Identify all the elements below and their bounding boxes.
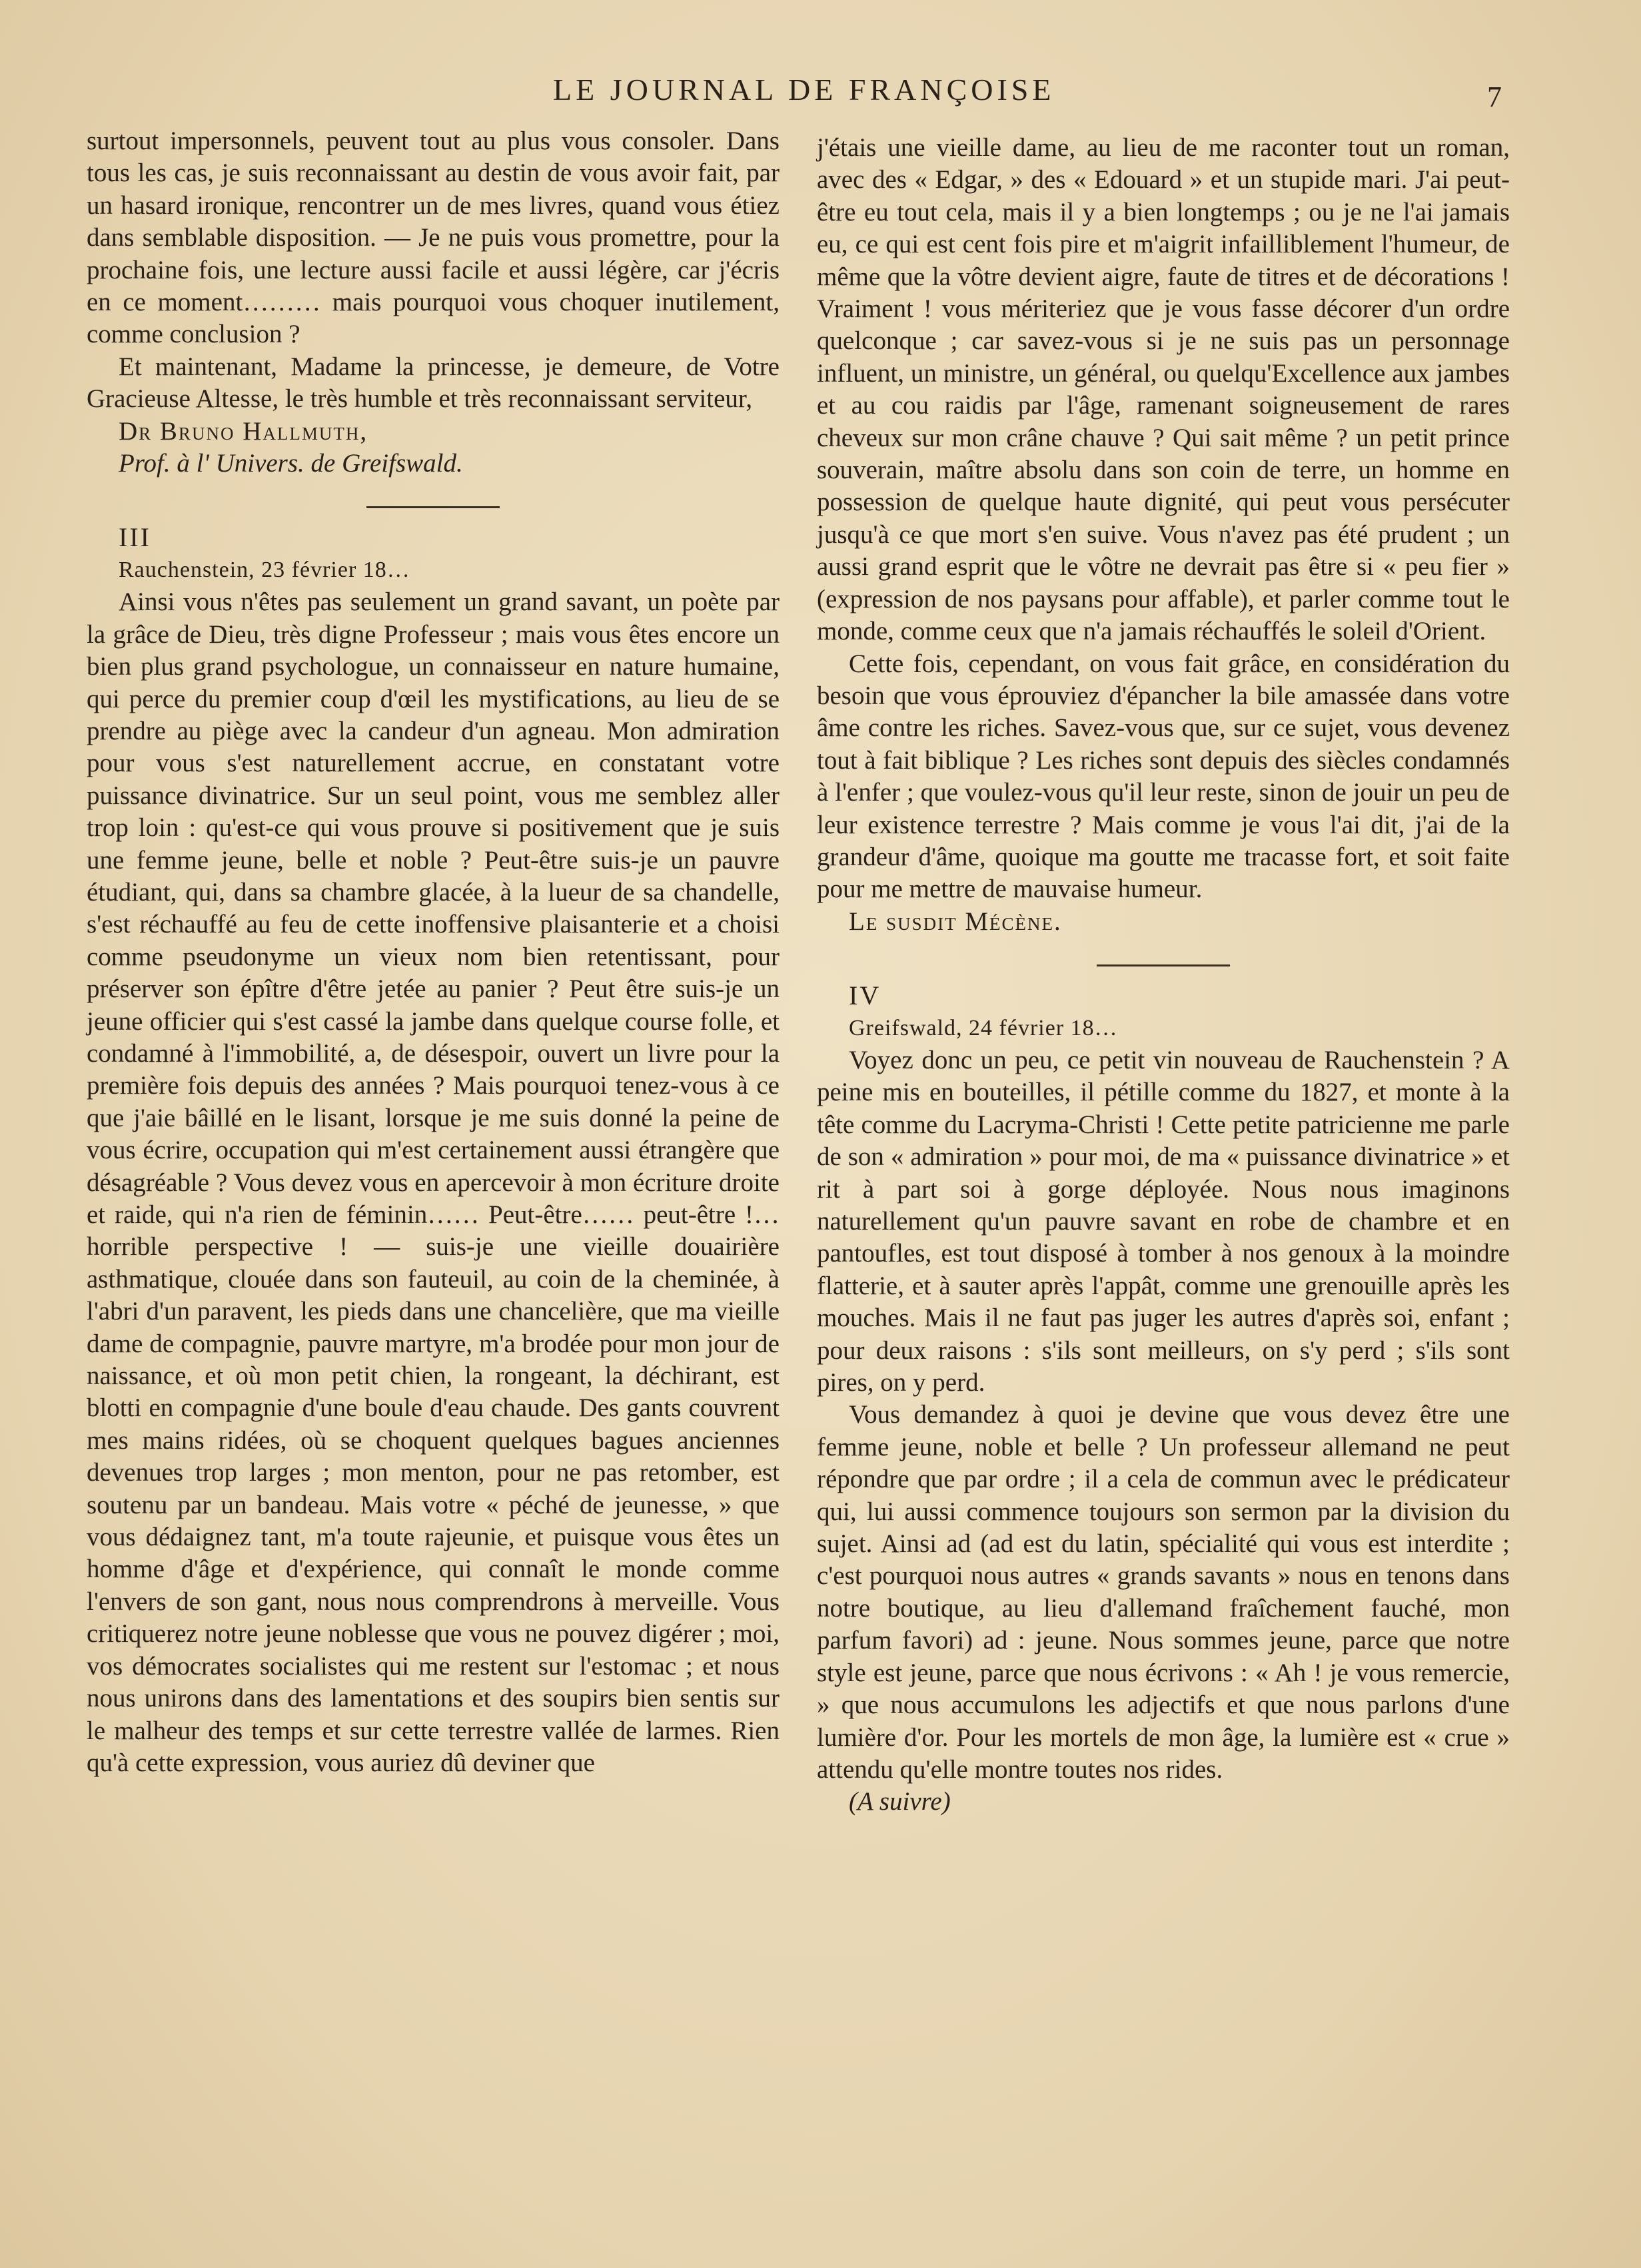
paragraph: surtout impersonnels, peuvent tout au plus vous consoler. Dans tous les cas, je suis reconnaissant au destin de vous avoir fait, par un hasard ironique, rencontrer un de mes livres, quand vous étiez dans semblable disposition. — Je ne puis vous promettre, pour la prochaine fois, une lecture aussi facile et aussi légère, car j'écris en ce moment……… mais pourquoi vous choquer inutilement, comme conclusion ? <box>87 127 780 349</box>
running-header: LE JOURNAL DE FRANÇOISE <box>553 73 1055 107</box>
paragraph: Ainsi vous n'êtes pas seulement un grand savant, un poète par la grâce de Dieu, très digne Professeur ; mais vous êtes encore un bien plus grand psychologue, un connaisseur en nature humaine, qui perce du premier coup d'œil les mystifications, au lieu de se prendre au piège avec la candeur d'un agneau. Mon admiration pour vous s'est naturellement accrue, en constatant votre puissance divinatrice. Sur un seul point, vous me semblez aller trop loin : qu'est-ce qui vous prouve si positivement que je suis une femme jeune, belle et noble ? Peut-être suis-je un pauvre étudiant, qui, dans sa chambre glacée, à la lueur de sa chandelle, s'est réchauffé au feu de cette inoffensive plaisanterie et a choisi comme pseudonyme un vieux nom bien retentissant, pour préserver son épître d'être jetée au panier ? Peut être suis-je un jeune officier qui s'est cassé la jambe dans quelque course folle, et condamné à l'immobilité, a, de désespoir, ouvert un livre pour la première fois depuis des années ? Mais pourquoi tenez-vous à ce que j'aie bâillé en le lisant, lorsque je me suis donné la peine de vous écrire, occupation qui m'est certainement aussi étrangère que désagréable ? Vous devez vous en apercevoir à mon écriture droite et raide, qui n'a rien de féminin…… Peut-être…… peut-être !… horrible perspective ! — suis-je une vieille douairière asthmatique, clouée dans son fauteuil, au coin de la cheminée, à l'abri d'un paravent, les pieds dans une chancelière, que ma vieille dame de compagnie, pauvre martyre, m'a brodée pour mon jour de naissance, et où mon petit chien, la rongeant, la déchirant, est blotti en compagnie d'une boule d'eau chaude. Des gants couvrent mes mains ridées, où se choquent quelques bagues anciennes devenues trop larges ; mon menton, pour ne pas retomber, est soutenu par un bandeau. Mais votre « péché de jeunesse, » que vous dédaignez tant, m'a toute rajeunie, et puisque vous êtes un homme d'âge et d'expérience, qui connaît le monde comme l'envers de son gant, nous nous comprendrons à merveille. Vous critiquerez notre jeune noblesse que vous ne pouvez digérer ; moi, vos démocrates socialistes qui me restent sur l'estomac ; et nous nous unirons dans des lamentations et des soupirs bien sentis sur le malheur des temps et sur cette terrestre vallée de larmes. Rien qu'à cette expression, vous auriez dû deviner que <box>87 587 780 1777</box>
paragraph: Vous demandez à quoi je devine que vous devez être une femme jeune, noble et belle ? Un professeur allemand ne peut répondre que par ordre ; il a cela de commun avec le prédicateur qui, lui aussi commence toujours son sermon par la division du sujet. Ainsi ad (ad est du latin, spécialité qui vous est interdite ; c'est pourquoi nous autres « grands savants » nous en tenons dans notre boutique, au lieu d'allemand fraîchement fauché, mon parfum favori) ad : jeune. Nous sommes jeune, parce que notre style est jeune, parce que nous écrivons : « Ah ! je vous remercie, » que nous accumulons les adjectifs et que nous parlons d'une lumière d'or. Pour les mortels de mon âge, la lumière est « crue » attendu qu'elle montre toutes nos rides. <box>817 1400 1510 1784</box>
signature-title: Prof. à l' Univers. de Greifswald. <box>119 449 463 478</box>
section-divider <box>1097 964 1230 966</box>
paragraph: Voyez donc un peu, ce petit vin nouveau de Rauchenstein ? A peine mis en bouteilles, il pétille comme du 1827, et monte à la tête comme du Lacryma-Christi ! Cette petite patricienne me parle de son « admiration » pour moi, de ma « puissance divinatrice » et rit à part soi à gorge déployée. Nous nous imaginons naturellement qu'un pauvre savant en robe de chambre et en pantoufles, est tout disposé à tomber à nos genoux à la moindre flatterie, et à sauter après l'appât, comme une grenouille après les mouches. Mais il ne faut pas juger les autres d'après soi, enfant ; pour deux raisons : s'ils sont meilleurs, on s'y perd ; s'ils sont pires, on y perd. <box>817 1045 1510 1397</box>
section-divider <box>366 506 500 508</box>
to-be-continued: (A suivre) <box>849 1787 951 1816</box>
paragraph: Et maintenant, Madame la princesse, je demeure, de Votre Gracieuse Altesse, le très humble et très reconnaissant serviteur, <box>87 352 780 414</box>
signature-name: Le susdit Mécène. <box>849 907 1062 936</box>
paragraph: j'étais une vieille dame, au lieu de me raconter tout un roman, avec des « Edgar, » des « Edouard » et un stupide mari. J'ai peut-être eu tout cela, mais il y a bien longtemps ; ou je ne l'ai jamais eu, ce qui est cent fois pire et m'aigrit infailliblement l'humeur, de même que la vôtre devient aigre, faute de titres et de décorations ! Vraiment ! vous mériteriez que je vous fasse décorer d'un ordre quelconque ; car savez-vous si je ne suis pas un personnage influent, un ministre, un général, ou quelqu'Excellence aux jambes et au cou raidis par l'âge, ramenant soigneusement de rares cheveux sur mon crâne chauve ? Qui sait même ? un petit prince souverain, maître absolu dans son coin de terre, un homme en possession de quelque haute dignité, qui peut vous persécuter jusqu'à ce que mort s'en suive. Vous n'avez pas été prudent ; un aussi grand esprit que le vôtre ne devrait pas être si « peu fier » (expression de nos paysans pour affable), et parler comme tout le monde, comme ceux que n'a jamais réchauffés le soleil d'Orient. <box>817 133 1510 646</box>
section-number: IV <box>849 980 881 1011</box>
dateline: Greifswald, 24 février 18… <box>849 1015 1118 1040</box>
page-number: 7 <box>1487 81 1502 113</box>
right-column <box>817 132 1510 1818</box>
left-column <box>87 125 780 1779</box>
section-number: III <box>119 522 151 553</box>
dateline: Rauchenstein, 23 février 18… <box>119 557 410 582</box>
signature-name: Dr Bruno Hallmuth, <box>119 416 368 446</box>
paragraph: Cette fois, cependant, on vous fait grâce, en considération du besoin que vous éprouviez d'épancher la bile amassée dans votre âme contre les riches. Savez-vous que, sur ce sujet, vous devenez tout à fait biblique ? Les riches sont depuis des siècles condamnés à l'enfer ; que voulez-vous qu'il leur reste, sinon de jouir un peu de leur existence terrestre ? Mais comme je vous l'ai dit, j'ai de la grandeur d'âme, quoique ma goutte me tracasse fort, et soit faite pour me mettre de mauvaise humeur. <box>817 649 1510 904</box>
